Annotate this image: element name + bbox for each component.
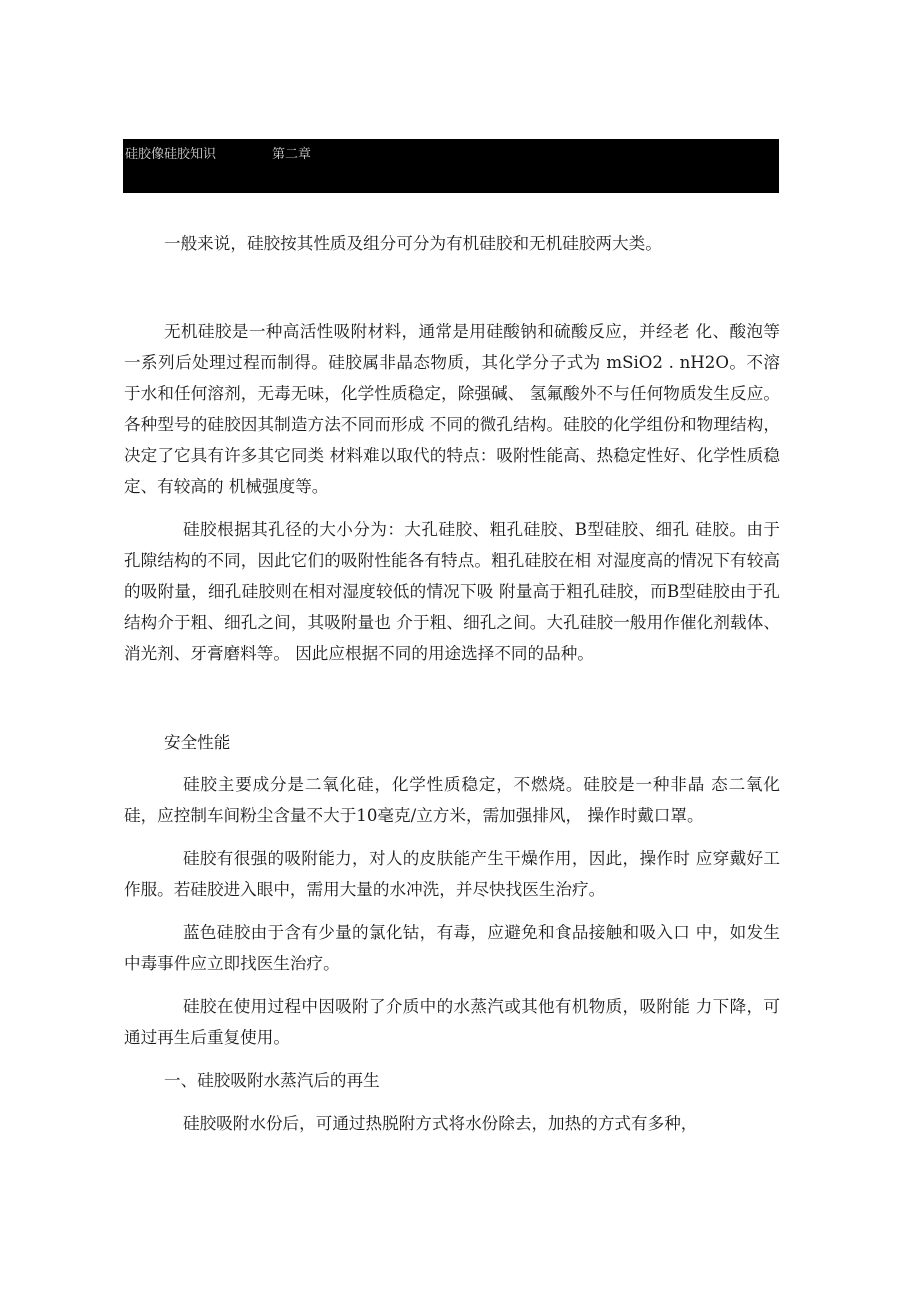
intro-paragraph: 一般来说，硅胶按其性质及组分可分为有机硅胶和无机硅胶两大类。 [164,234,662,253]
document-body [124,228,780,1139]
document-title: 硅胶像硅胶知识 [125,147,217,162]
safety-heading: 安全性能 [164,733,231,752]
pore-classification-paragraph: 硅胶根据其孔径的大小分为：大孔硅胶、粗孔硅胶、B型硅胶、细孔 硅胶。由于孔隙结构的不同，因此它们的吸附性能各有特点。粗孔硅胶在相 对湿度高的情况下有较高的吸附量，细孔硅胶则在相对湿度较低的情况下吸 附量高于粗孔硅胶，而B型硅胶由于孔结构介于粗、细孔之间，其吸附量也 介于粗、细孔之间。大孔硅胶一般用作催化剂载体、消光剂、牙膏磨料等。 因此应根据不同的用途选择不同的品种。 [124,520,780,663]
safety-paragraph-4: 硅胶在使用过程中因吸附了介质中的水蒸汽或其他有机物质，吸附能 力下降，可通过再生后重复使用。 [124,997,780,1047]
document-header-bar [123,139,779,193]
regeneration-paragraph-1: 硅胶吸附水份后，可通过热脱附方式将水份除去，加热的方式有多种， [183,1114,698,1133]
safety-paragraph-2: 硅胶有很强的吸附能力，对人的皮肤能产生干燥作用，因此，操作时 应穿戴好工作服。若硅胶进入眼中，需用大量的水冲洗，并尽快找医生治疗。 [124,849,780,899]
regeneration-heading: 一、硅胶吸附水蒸汽后的再生 [164,1071,380,1090]
chapter-label: 第二章 [272,147,312,162]
safety-paragraph-3: 蓝色硅胶由于含有少量的氯化钴，有毒，应避免和食品接触和吸入口 中，如发生中毒事件应立即找医生治疗。 [124,923,780,973]
inorganic-silica-paragraph: 无机硅胶是一种高活性吸附材料，通常是用硅酸钠和硫酸反应，并经老 化、酸泡等一系列后处理过程而制得。硅胶属非晶态物质，其化学分子式为 mSiO2 . nH2O。不溶于水和任何溶剂，无毒无味，化学性质稳定，除强碱、 氢氟酸外不与任何物质发生反应。各种型号的硅胶因其制造方法不同而形成 不同的微孔结构。硅胶的化学组份和物理结构，决定了它具有许多其它同类 材料难以取代的特点：吸附性能高、热稳定性好、化学性质稳定、有较高的 机械强度等。 [124,322,780,496]
safety-paragraph-1: 硅胶主要成分是二氧化硅，化学性质稳定，不燃烧。硅胶是一种非晶 态二氧化硅，应控制车间粉尘含量不大于10毫克/立方米，需加强排风， 操作时戴口罩。 [124,775,780,825]
